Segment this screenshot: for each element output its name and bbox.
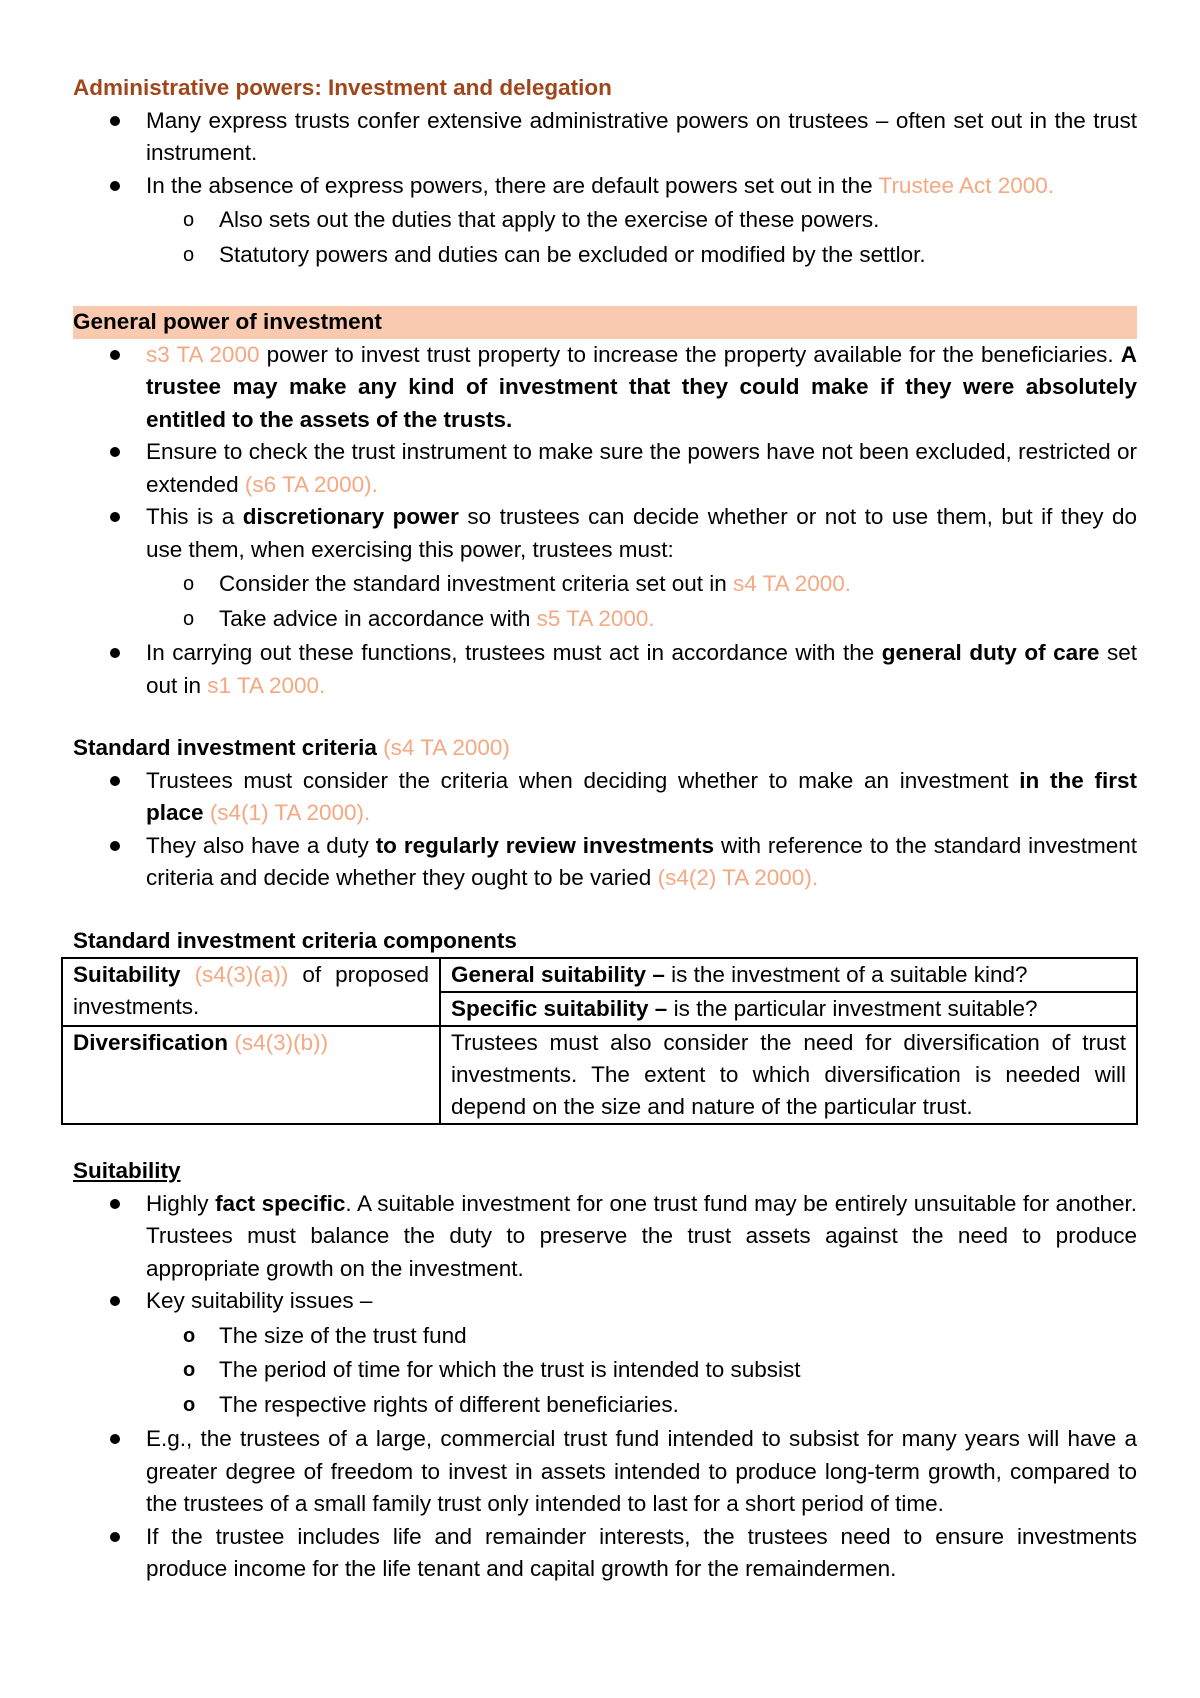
citation: (s4(3)(b)) (234, 1030, 329, 1055)
list-item (146, 1188, 1137, 1286)
heading-general-power: General power of investment (73, 306, 1137, 339)
bullet-text: Key suitability issues – (146, 1288, 373, 1313)
bullet-text: In carrying out these functions, trustees must act in accordance with the (146, 640, 882, 665)
table-cell-specific-suitability (440, 992, 1137, 1026)
bullet-text: They also have a duty (146, 832, 376, 858)
cell-text: of proposed investments. (73, 962, 429, 1019)
bold-text: general duty of care (881, 640, 1100, 665)
general-bullet-list (73, 339, 1137, 703)
list-item (219, 239, 1137, 272)
list-item (219, 1389, 1137, 1422)
cell-text: is the particular investment suitable? (667, 996, 1038, 1021)
bullet-text: The respective rights of different beneficiaries. (219, 1391, 679, 1417)
citation: (s4(2) TA 2000). (657, 865, 819, 890)
bullet-text: Take advice in accordance with (219, 605, 537, 631)
bullet-text: . A suitable investment for one trust fund may be entirely unsuitable for another. Trustees must balance the duty to preserve the trust assets against the need to produce appropriate growth on the investment. (146, 1190, 1137, 1281)
spacer (73, 702, 1137, 732)
bullet-text: Consider the standard investment criteria set out in (219, 571, 734, 596)
heading-standard-investment-criteria (73, 732, 1137, 765)
bold-text: A trustee may make any kind of investment that they could make if they were absolutely entitled to the assets of the trusts. (146, 341, 1137, 432)
list-item (146, 436, 1137, 501)
spacer (73, 273, 1137, 306)
table-cell-diversification-text (440, 1026, 1137, 1124)
list-item (219, 568, 1137, 601)
bullet-text: so trustees can decide whether or not to use them, but if they do use them, when exercising this power, trustees must: (146, 504, 1137, 562)
spacer (73, 1125, 1137, 1155)
citation: s5 TA 2000. (536, 605, 655, 631)
table-row (62, 1026, 1137, 1124)
citation: (s6 TA 2000). (244, 471, 378, 497)
list-item (146, 830, 1137, 895)
general-sub-list (146, 568, 1137, 635)
bullet-text: Statutory powers and duties can be excluded or modified by the settlor. (219, 241, 926, 267)
table-cell-diversification (62, 1026, 440, 1124)
citation: s1 TA 2000. (207, 672, 326, 698)
cell-text: Trustees must also consider the need for diversification of trust investments. The extent to which diversification is needed will depend on the size and nature of the particular trust. (451, 1030, 1126, 1119)
bold-text: Specific suitability – (451, 996, 668, 1021)
citation: s3 TA 2000 (146, 341, 260, 367)
bullet-text: power to invest trust property to increase the property available for the beneficiaries. (259, 341, 1121, 367)
spacer (73, 895, 1137, 925)
list-item (146, 105, 1137, 170)
suitability-bullet-list (73, 1188, 1137, 1586)
bold-text: Diversification (73, 1030, 229, 1055)
table-cell-suitability (62, 958, 440, 1026)
list-item (146, 765, 1137, 830)
citation: (s4 TA 2000) (383, 735, 510, 760)
list-item (219, 1354, 1137, 1387)
document-content (73, 72, 1137, 1586)
heading-criteria-components: Standard investment criteria components (73, 927, 517, 953)
citation: (s4(1) TA 2000). (209, 800, 371, 825)
bullet-text: Many express trusts confer extensive administrative powers on trustees – often set out in the trust instrument. (146, 107, 1137, 165)
suitability-sub-list (146, 1320, 1137, 1422)
sic-bullet-list (73, 765, 1137, 895)
citation: Trustee Act 2000. (878, 172, 1055, 198)
heading-suitability: Suitability (73, 1158, 181, 1183)
heading-text: Standard investment criteria (73, 735, 377, 760)
list-item (146, 1285, 1137, 1421)
heading-administrative-powers: Administrative powers: Investment and delegation (73, 75, 612, 100)
bold-text: discretionary power (242, 504, 459, 529)
citation: (s4(3)(a)) (194, 962, 289, 987)
bullet-text: Highly (146, 1190, 216, 1216)
bold-text: General suitability – (451, 962, 665, 987)
bold-text: to regularly review investments (375, 832, 715, 858)
bullet-text: E.g., the trustees of a large, commercial trust fund intended to subsist for many years will have a greater degree of freedom to invest in assets intended to produce long-term growth, compared to the trustees of a small family trust only intended to last for a short period of time. (146, 1426, 1137, 1516)
bullet-text: Trustees must consider the criteria when deciding whether to make an investment (146, 767, 1020, 793)
admin-sub-list (146, 204, 1137, 271)
bullet-text: If the trustee includes life and remainder interests, the trustees need to ensure investments produce income for the life tenant and capital growth for the remaindermen. (146, 1523, 1137, 1581)
list-item (219, 204, 1137, 237)
bold-text: Suitability (73, 962, 181, 987)
list-item (146, 1423, 1137, 1521)
bullet-text: The period of time for which the trust is intended to subsist (219, 1357, 801, 1382)
bullet-text: Also sets out the duties that apply to the exercise of these powers. (219, 207, 880, 232)
citation: s4 TA 2000. (733, 571, 852, 596)
list-item (146, 339, 1137, 437)
list-item (219, 603, 1137, 636)
bullet-text: with reference to the standard investment criteria and decide whether they ought to be varied (146, 832, 1137, 890)
admin-bullet-list (73, 105, 1137, 272)
list-item (219, 1320, 1137, 1353)
bold-text: in the first place (146, 767, 1137, 825)
list-item (146, 637, 1137, 702)
bullet-text: In the absence of express powers, there are default powers set out in the (146, 172, 879, 198)
bullet-text: Ensure to check the trust instrument to make sure the powers have not been excluded, restricted or extended (146, 439, 1137, 497)
cell-text: is the investment of a suitable kind? (664, 962, 1028, 987)
list-item (146, 1521, 1137, 1586)
table-cell-general-suitability (440, 958, 1137, 992)
list-item (146, 170, 1137, 272)
table-row (62, 958, 1137, 992)
bullet-text: set out in (146, 640, 1137, 698)
bullet-text: The size of the trust fund (219, 1322, 467, 1348)
bold-text: fact specific (215, 1190, 346, 1216)
list-item (146, 501, 1137, 635)
criteria-components-table (61, 957, 1138, 1125)
bullet-text: This is a (146, 504, 243, 529)
